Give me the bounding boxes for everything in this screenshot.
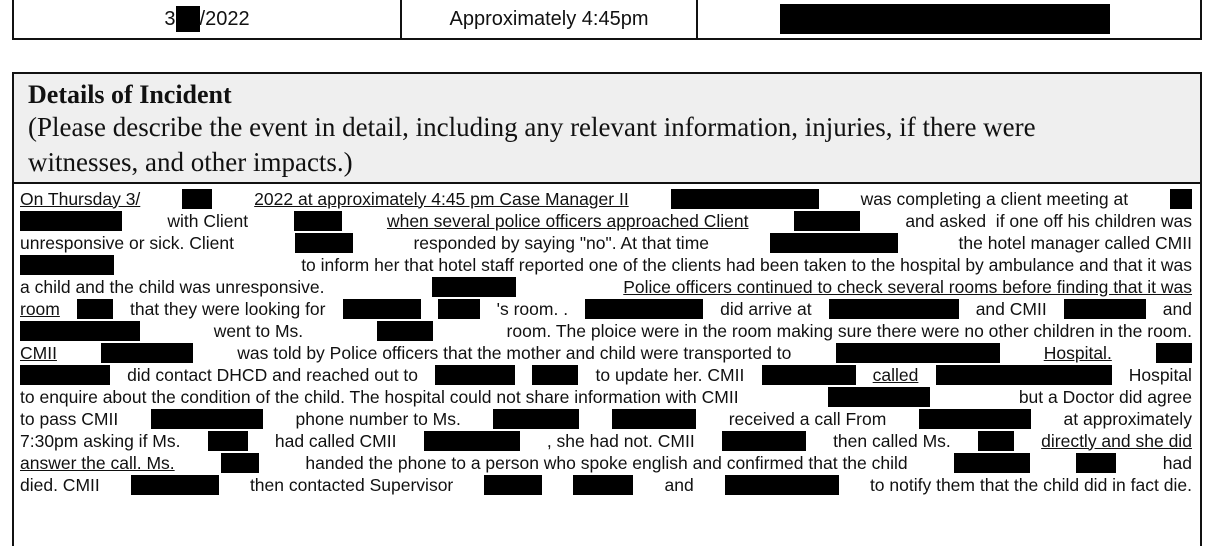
text-segment: when several police officers approached Client	[386, 210, 749, 231]
text-segment: directly and she did	[1041, 430, 1192, 451]
text-segment: then contacted Supervisor	[249, 474, 454, 495]
date-text-end: /2022	[199, 7, 250, 30]
date-cell	[14, 0, 402, 38]
redaction-block	[20, 255, 114, 275]
narrative-line	[20, 298, 1192, 320]
narrative-line	[20, 276, 1192, 298]
narrative-line	[20, 386, 1192, 408]
narrative-line	[20, 210, 1192, 232]
redaction-block	[1064, 299, 1146, 319]
redaction-block	[432, 277, 516, 297]
text-segment: to update her. CMII	[595, 364, 745, 385]
text-segment: but a Doctor did agree	[1018, 386, 1192, 407]
narrative-line	[20, 254, 1192, 276]
narrative-line	[20, 188, 1192, 210]
text-segment: handed the phone to a person who spoke english and confirmed that the child	[305, 452, 908, 473]
details-of-incident-section	[12, 72, 1202, 546]
text-segment: went to Ms.	[213, 320, 304, 341]
narrative-line	[20, 474, 1192, 496]
redaction-block	[1076, 453, 1116, 473]
time-cell	[402, 0, 698, 38]
time-text: Approximately 4:45pm	[449, 7, 649, 30]
redaction-block	[77, 299, 113, 319]
redaction-block	[424, 431, 520, 451]
redaction-block	[176, 6, 200, 32]
redaction-block	[208, 431, 248, 451]
text-segment: and CMII	[975, 298, 1047, 319]
redaction-block	[780, 4, 1110, 34]
redaction-block	[762, 365, 856, 385]
redaction-block	[295, 233, 353, 253]
text-segment: On Thursday 3/	[20, 188, 141, 209]
redaction-block	[131, 475, 219, 495]
text-segment: 2022 at approximately 4:45 pm Case Manager II	[254, 188, 629, 209]
redaction-block	[829, 299, 959, 319]
text-segment: and	[664, 474, 694, 495]
text-segment: to enquire about the condition of the child. The hospital could not share information with CMII	[20, 386, 739, 407]
redaction-block	[151, 409, 263, 429]
redaction-block	[978, 431, 1014, 451]
redaction-block	[221, 453, 259, 473]
text-segment: had	[1162, 452, 1192, 473]
text-segment: to notify them that the child did in fact die.	[869, 474, 1192, 495]
narrative-line	[20, 320, 1192, 342]
section-title: Details of Incident	[28, 80, 232, 109]
redaction-block	[20, 321, 140, 341]
redaction-block	[101, 343, 193, 363]
redaction-block	[438, 299, 480, 319]
text-segment: and	[1162, 298, 1192, 319]
text-segment: died. CMII	[20, 474, 100, 495]
text-segment: to pass CMII	[20, 408, 119, 429]
redaction-block	[20, 211, 122, 231]
text-segment: room	[20, 298, 60, 319]
redaction-block	[919, 409, 1031, 429]
text-segment: 7:30pm asking if Ms.	[20, 430, 181, 451]
text-segment: to inform her that hotel staff reported one of the clients had been taken to the hospital by ambulance and that it was	[301, 254, 1192, 275]
text-segment: Hospital	[1128, 364, 1192, 385]
narrative-text	[14, 184, 1200, 496]
redaction-block	[722, 431, 806, 451]
redaction-block	[671, 189, 819, 209]
narrative-line	[20, 232, 1192, 254]
redaction-block	[294, 211, 342, 231]
text-segment: and asked if one off his children was	[905, 210, 1192, 231]
narrative-line	[20, 364, 1192, 386]
redaction-block	[770, 233, 898, 253]
text-segment: did contact DHCD and reached out to	[127, 364, 419, 385]
text-segment: responded by saying "no". At that time	[413, 232, 710, 253]
redaction-block	[377, 321, 433, 341]
text-segment: was told by Police officers that the mother and child were transported to	[237, 342, 792, 363]
text-segment: a child and the child was unresponsive.	[20, 276, 325, 297]
redacted-cell	[698, 0, 1200, 38]
redaction-block	[1156, 343, 1192, 363]
redaction-block	[532, 365, 578, 385]
date-text-start: 3	[164, 7, 176, 30]
redaction-block	[794, 211, 860, 231]
redaction-block	[493, 409, 579, 429]
text-segment: that they were looking for	[129, 298, 326, 319]
redaction-block	[585, 299, 703, 319]
redaction-block	[20, 365, 110, 385]
redaction-block	[828, 387, 930, 407]
narrative-line	[20, 408, 1192, 430]
text-segment: answer the call. Ms.	[20, 452, 175, 473]
text-segment: , she had not. CMII	[546, 430, 695, 451]
section-description: (Please describe the event in detail, including any relevant information, injuries, if there were witnesses, and other impacts.)	[28, 112, 1036, 177]
narrative-line	[20, 430, 1192, 452]
redaction-block	[1170, 189, 1192, 209]
redaction-block	[836, 343, 1000, 363]
redaction-block	[182, 189, 212, 209]
text-segment: Police officers continued to check several rooms before finding that it was	[623, 276, 1192, 297]
redaction-block	[954, 453, 1030, 473]
text-segment: 's room. .	[496, 298, 569, 319]
text-segment: at approximately	[1063, 408, 1192, 429]
text-segment: phone number to Ms.	[295, 408, 461, 429]
redaction-block	[573, 475, 633, 495]
section-header	[14, 74, 1200, 184]
text-segment: CMII	[20, 342, 57, 363]
text-segment: called	[872, 364, 919, 385]
incident-info-row	[12, 0, 1202, 40]
text-segment: room. The ploice were in the room making sure there were no other children in the room.	[506, 320, 1192, 341]
redaction-block	[936, 365, 1112, 385]
text-segment: then called Ms.	[833, 430, 951, 451]
redaction-block	[612, 409, 696, 429]
text-segment: Hospital.	[1043, 342, 1112, 363]
narrative-line	[20, 452, 1192, 474]
text-segment: had called CMII	[274, 430, 397, 451]
redaction-block	[343, 299, 421, 319]
text-segment: the hotel manager called CMII	[958, 232, 1192, 253]
redaction-block	[725, 475, 839, 495]
redaction-block	[484, 475, 542, 495]
text-segment: unresponsive or sick. Client	[20, 232, 234, 253]
text-segment: was completing a client meeting at	[860, 188, 1129, 209]
redaction-block	[435, 365, 515, 385]
text-segment: with Client	[167, 210, 249, 231]
narrative-line	[20, 342, 1192, 364]
text-segment: received a call From	[728, 408, 887, 429]
text-segment: did arrive at	[720, 298, 812, 319]
